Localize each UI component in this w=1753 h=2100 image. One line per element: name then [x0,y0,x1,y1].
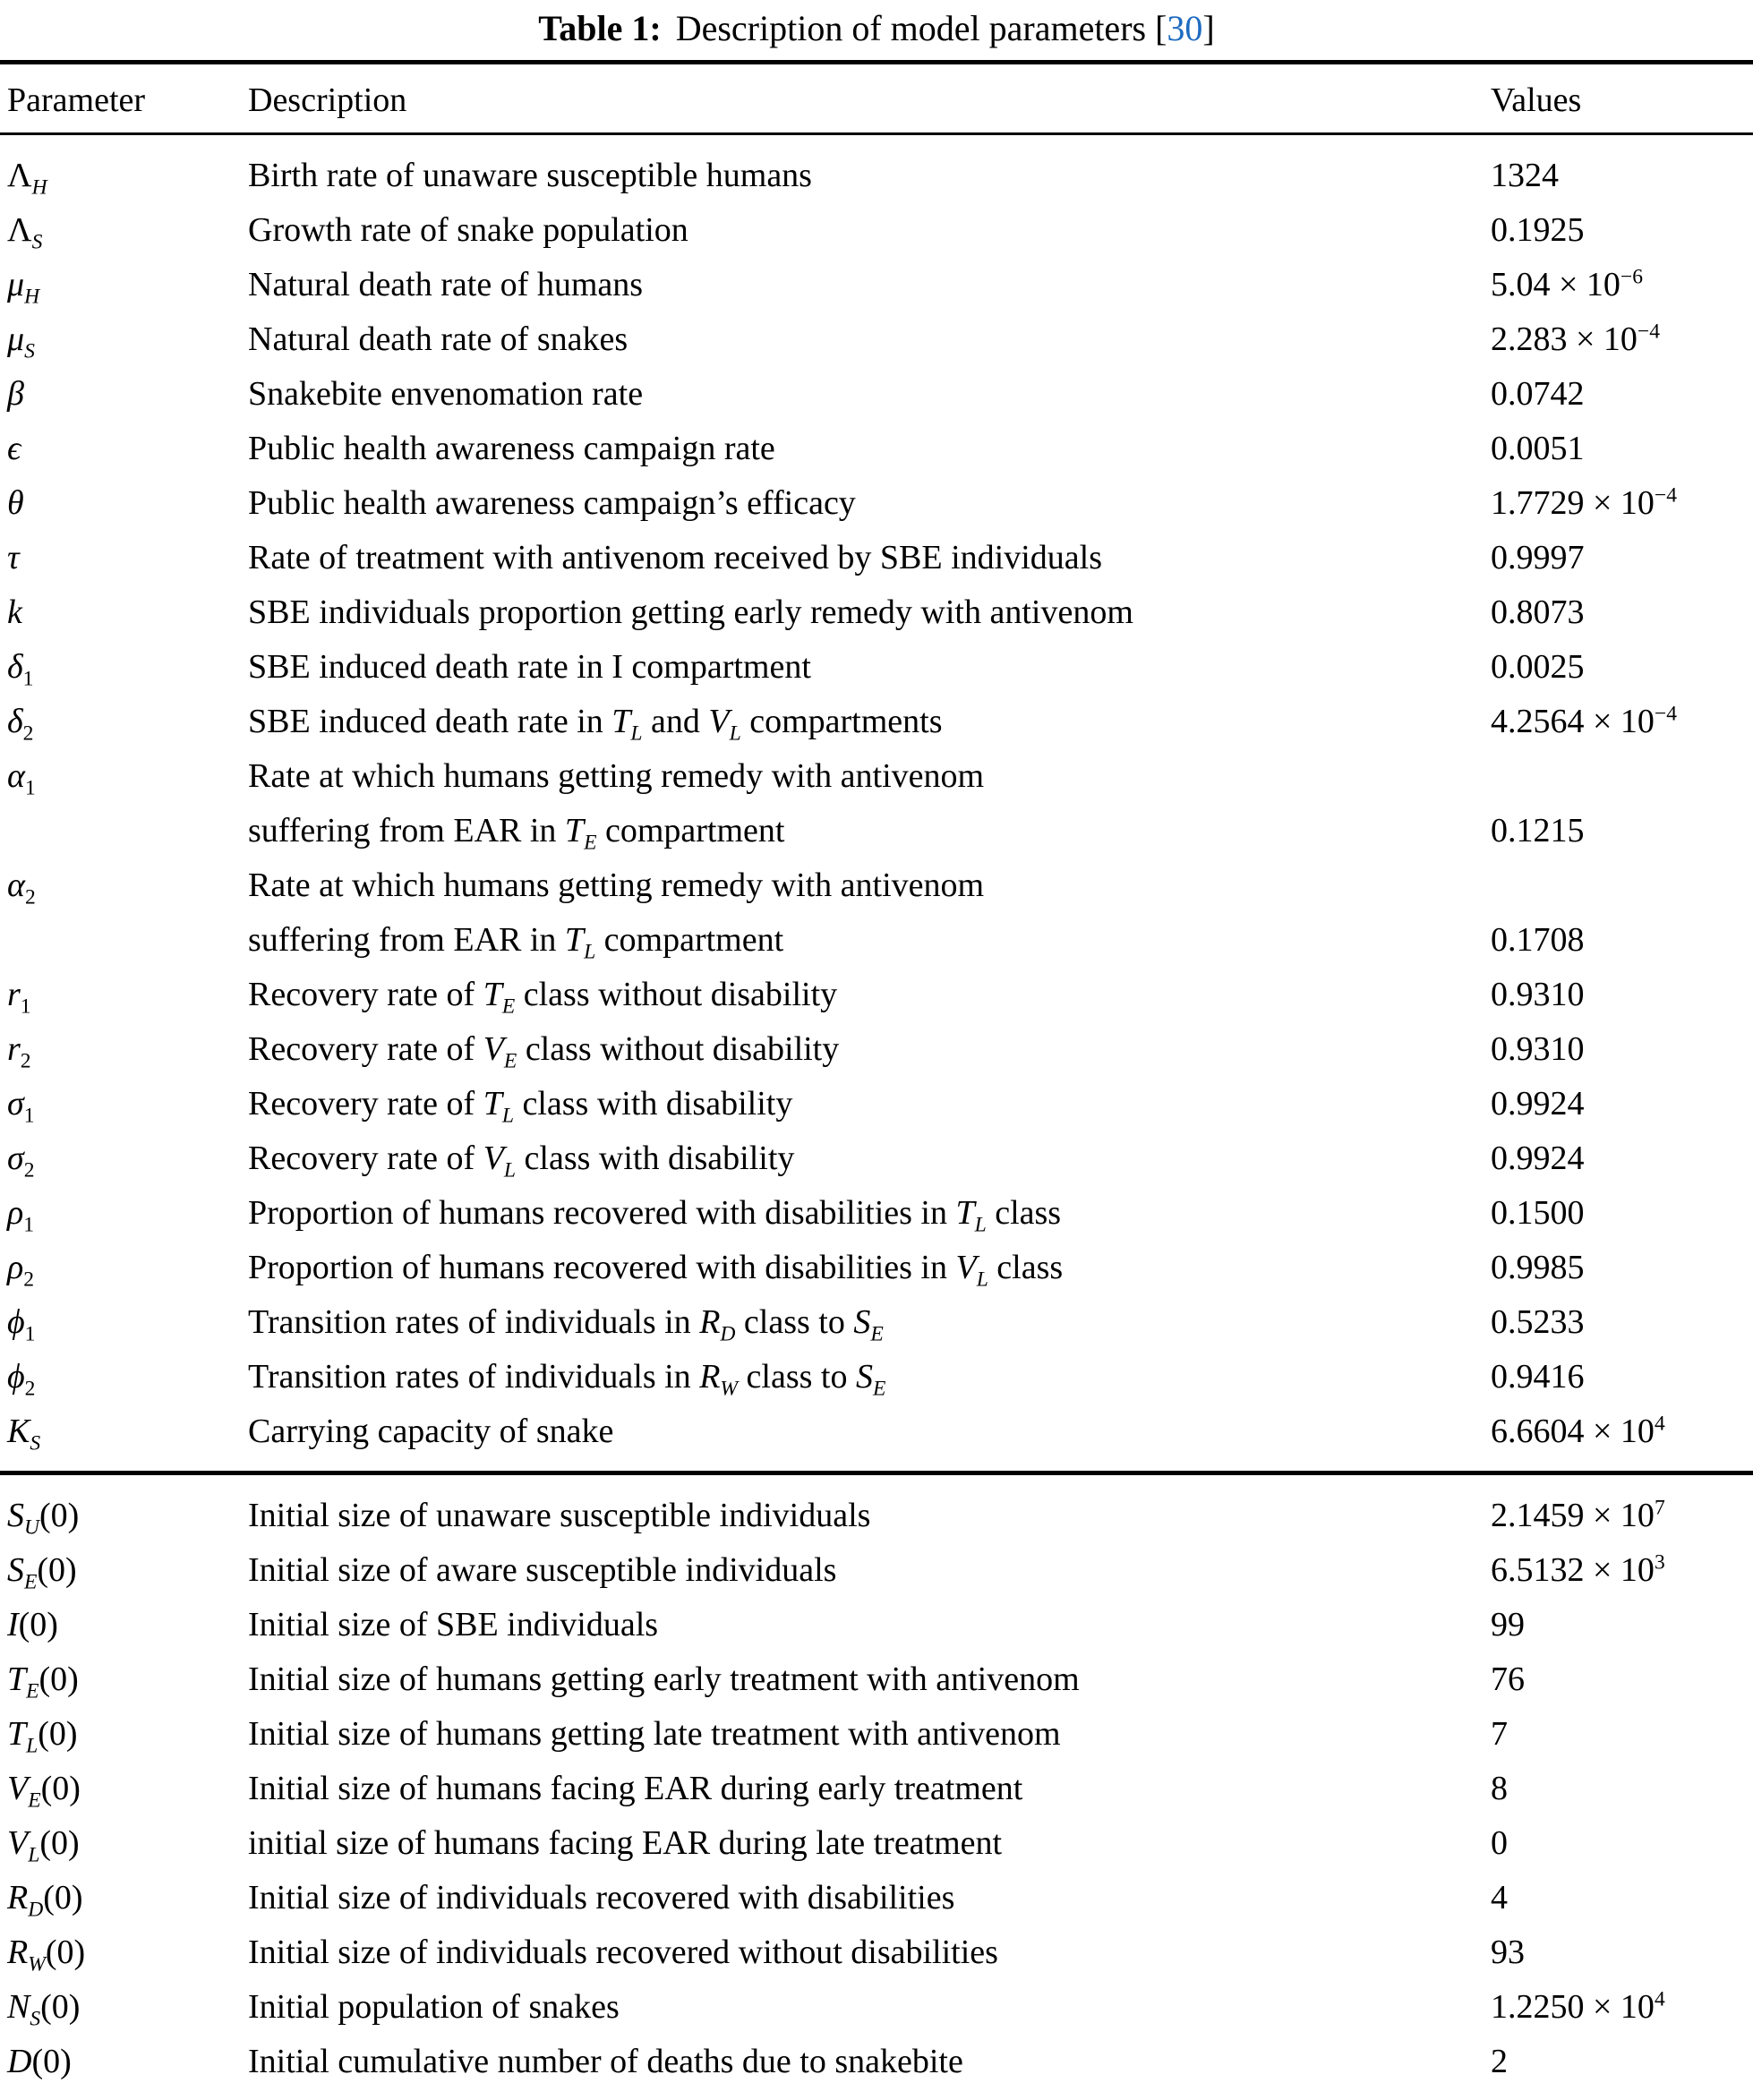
description-line: Initial size of humans getting early treatment with antivenom [248,1660,1080,1698]
parameter-value: 0 [1491,1824,1508,1862]
parameter-symbol: $\Lambda_S$ [7,211,43,254]
parameter-symbol: $S_E(0)$ [7,1551,77,1594]
parameter-description [240,1980,1483,2035]
table-row [0,1871,1753,1925]
parameter-description [240,1762,1483,1816]
parameter-value: $5.04 \times 10^{-6}$ [1491,265,1643,303]
description-line: Birth rate of unaware susceptible humans [248,157,812,194]
description-line: SBE induced death rate in I compartment [248,648,811,686]
table-row [0,1022,1753,1077]
parameter-description [240,1816,1483,1871]
description-line: Initial size of humans getting late treatment with antivenom [248,1715,1061,1753]
parameter-symbol: $\mu_S$ [7,320,35,363]
parameter-description [240,1131,1483,1186]
table-row [0,2035,1753,2100]
table-row [0,1241,1753,1295]
parameter-value: 7 [1491,1715,1508,1753]
parameter-description [240,422,1483,476]
parameter-description [240,1652,1483,1707]
parameter-symbol: $\alpha_1$ [7,757,36,800]
parameter-symbol: $\rho_1$ [7,1194,35,1237]
parameter-description [240,1350,1483,1404]
parameter-symbol: I(0) [7,1606,58,1643]
section-model-parameters [0,134,1753,1473]
parameter-value: 0.8073 [1491,593,1585,631]
table-row [0,858,1753,968]
description-line: Initial size of unaware susceptible individuals [248,1497,871,1534]
parameter-value: 0.1708 [1491,921,1585,959]
parameter-symbol: $\phi_1$ [7,1303,36,1346]
header-row [0,63,1753,134]
description-line: Transition rates of individuals in $R_W$ class to $S_E$ [248,1358,886,1401]
citation-bracket-close: ] [1202,8,1215,48]
description-line: Rate of treatment with antivenom received by SBE individuals [248,539,1102,576]
parameter-description [240,312,1483,367]
description-line: Recovery rate of $T_L$ class with disability [248,1085,793,1128]
header-parameter: Parameter [7,81,146,119]
parameter-symbol: $T_E(0)$ [7,1660,79,1703]
parameter-value: 0.9924 [1491,1085,1585,1123]
parameter-value: 0.0025 [1491,648,1585,686]
description-line: Rate at which humans getting remedy with antivenom [248,757,985,795]
description-line: Initial size of aware susceptible individuals [248,1551,837,1589]
citation-bracket-open: [ [1155,8,1167,48]
table-row [0,134,1753,204]
parameter-description [240,1404,1483,1473]
parameter-symbol: $\alpha_2$ [7,866,36,909]
parameter-description [240,2035,1483,2100]
parameter-value: 0.1215 [1491,812,1585,849]
parameter-value: 99 [1491,1606,1525,1643]
table-row [0,476,1753,531]
parameter-value: $2.1459 \times 10^7$ [1491,1496,1665,1534]
parameter-value: $4.2564 \times 10^{-4}$ [1491,702,1677,740]
table-row [0,1350,1753,1404]
table-row [0,312,1753,367]
table-row [0,1925,1753,1980]
parameter-symbol: $\sigma_1$ [7,1085,35,1128]
parameter-value: $6.6604 \times 10^4$ [1491,1412,1665,1450]
parameter-symbol: $r_1$ [7,976,31,1019]
parameter-symbol: $S_U(0)$ [7,1497,80,1540]
description-line: Initial size of individuals recovered without disabilities [248,1934,998,1971]
parameter-symbol: $R_D(0)$ [7,1879,83,1922]
parameter-description [240,1543,1483,1598]
parameter-symbol: $K_S$ [7,1413,41,1455]
parameter-symbol: D(0) [7,2043,72,2080]
table-row [0,1762,1753,1816]
parameter-value: $6.5132 \times 10^3$ [1491,1550,1665,1589]
parameter-value: 0.9924 [1491,1140,1585,1177]
parameter-symbol: $\phi_2$ [7,1358,36,1401]
parameters-table [0,60,1753,2100]
table-row [0,422,1753,476]
parameter-value: 4 [1491,1879,1508,1916]
description-line: suffering from EAR in $T_L$ compartment [248,921,784,964]
parameter-symbol: $\sigma_2$ [7,1140,35,1182]
description-line: SBE individuals proportion getting early remedy with antivenom [248,593,1133,631]
parameter-value: 76 [1491,1660,1525,1698]
description-line: initial size of humans facing EAR during late treatment [248,1824,1003,1862]
parameter-description [240,1077,1483,1131]
parameter-value: 0.9310 [1491,1030,1585,1068]
description-line: Recovery rate of $V_L$ class with disability [248,1140,795,1182]
table-row [0,1543,1753,1598]
parameter-description [240,695,1483,749]
parameter-value: 0.9997 [1491,539,1585,576]
parameter-description [240,1473,1483,1544]
parameter-symbol: $\mu_H$ [7,266,40,309]
parameter-description [240,1241,1483,1295]
parameter-description [240,1295,1483,1350]
parameter-description [240,1707,1483,1762]
parameter-description [240,1022,1483,1077]
parameter-value: 1324 [1491,157,1559,194]
table-caption [0,0,1753,60]
parameter-value: 0.5233 [1491,1303,1585,1341]
parameter-value: 0.9310 [1491,976,1585,1013]
parameter-description [240,1186,1483,1241]
description-line: Carrying capacity of snake [248,1413,614,1450]
description-line: Initial population of snakes [248,1988,620,2026]
description-line: Growth rate of snake population [248,211,688,249]
table-row [0,1980,1753,2035]
table-row [0,258,1753,312]
parameter-symbol: $R_W(0)$ [7,1934,86,1976]
parameter-description [240,1598,1483,1652]
parameter-value: 0.1500 [1491,1194,1585,1232]
parameter-description [240,258,1483,312]
parameter-value: $1.7729 \times 10^{-4}$ [1491,483,1677,522]
description-line: Public health awareness campaign’s efficacy [248,484,856,522]
table-row [0,1131,1753,1186]
table-row [0,1077,1753,1131]
table-row [0,1186,1753,1241]
parameter-value: 93 [1491,1934,1525,1971]
table-row [0,695,1753,749]
parameter-description [240,640,1483,695]
description-line: Initial size of individuals recovered with disabilities [248,1879,955,1916]
parameter-description [240,1925,1483,1980]
description-line: suffering from EAR in $T_E$ compartment [248,812,785,855]
parameter-value: 2 [1491,2043,1508,2080]
parameter-symbol: $N_S(0)$ [7,1988,81,2031]
description-line: Proportion of humans recovered with disabilities in $V_L$ class [248,1249,1064,1292]
parameter-value: $2.283 \times 10^{-4}$ [1491,320,1660,358]
table-row [0,1473,1753,1544]
description-line: Proportion of humans recovered with disabilities in $T_L$ class [248,1194,1062,1237]
description-line: Natural death rate of snakes [248,320,629,358]
table-row [0,531,1753,585]
table-row [0,968,1753,1022]
section-initial-conditions [0,1473,1753,2100]
header-values: Values [1491,81,1582,119]
table-header [0,63,1753,134]
table-row [0,1295,1753,1350]
parameter-symbol: $r_2$ [7,1030,31,1073]
parameter-symbol: ϵ [7,430,21,467]
description-line: Rate at which humans getting remedy with antivenom [248,866,985,904]
parameter-value: 0.1925 [1491,211,1585,249]
table-row [0,1816,1753,1871]
header-description: Description [248,81,407,119]
parameter-description [240,531,1483,585]
description-line: Recovery rate of $V_E$ class without disability [248,1030,840,1073]
parameter-value: 0.0051 [1491,430,1585,467]
description-line: Natural death rate of humans [248,266,644,303]
description-line: Initial size of SBE individuals [248,1606,659,1643]
parameter-symbol: $\rho_2$ [7,1249,35,1292]
parameter-symbol: τ [7,539,20,576]
parameter-symbol: $V_E(0)$ [7,1770,81,1813]
parameter-symbol: $\delta_1$ [7,648,34,691]
table-row [0,367,1753,422]
description-line: Snakebite envenomation rate [248,375,644,413]
parameter-symbol: $\Lambda_H$ [7,157,47,200]
parameter-symbol: θ [7,484,24,522]
table-row [0,1707,1753,1762]
parameter-description [240,367,1483,422]
table-row [0,1404,1753,1473]
parameter-description [240,203,1483,258]
description-line: Initial cumulative number of deaths due to snakebite [248,2043,963,2080]
parameter-description [240,134,1483,204]
description-line: Public health awareness campaign rate [248,430,775,467]
description-line: Transition rates of individuals in $R_D$ class to $S_E$ [248,1303,884,1346]
table-caption-label: Table 1: [538,8,662,48]
table-caption-text: Description of model parameters [675,8,1147,48]
table-row [0,585,1753,640]
parameter-description [240,749,1483,858]
parameter-description [240,968,1483,1022]
parameter-value: 0.9985 [1491,1249,1585,1286]
description-line: SBE induced death rate in $T_L$ and $V_L$ compartments [248,703,943,746]
table-row [0,203,1753,258]
parameter-value: $1.2250 \times 10^4$ [1491,1987,1665,2026]
parameter-symbol: $T_L(0)$ [7,1715,78,1758]
description-line: Initial size of humans facing EAR during early treatment [248,1770,1023,1807]
parameter-value: 0.0742 [1491,375,1585,413]
parameter-description [240,585,1483,640]
parameter-value: 0.9416 [1491,1358,1585,1396]
table-row [0,1652,1753,1707]
parameter-symbol: k [7,593,22,631]
description-line: Recovery rate of $T_E$ class without disability [248,976,838,1019]
parameter-symbol: $\delta_2$ [7,703,34,746]
parameter-value: 8 [1491,1770,1508,1807]
table-row [0,749,1753,858]
parameter-description [240,476,1483,531]
table-row [0,640,1753,695]
citation-link[interactable]: 30 [1167,8,1203,48]
parameter-symbol: $V_L(0)$ [7,1824,80,1867]
parameter-description [240,858,1483,968]
table-row [0,1598,1753,1652]
parameter-symbol: β [7,375,24,413]
parameter-description [240,1871,1483,1925]
